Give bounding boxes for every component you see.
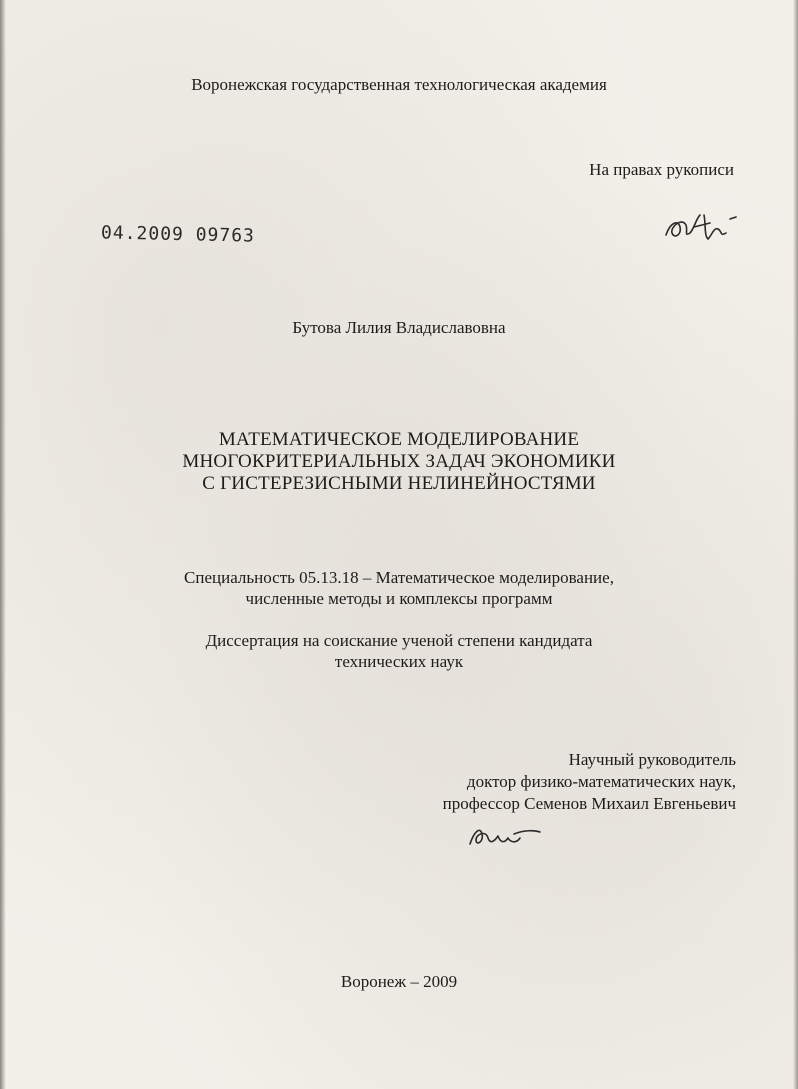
author-signature-icon (660, 205, 740, 247)
title-line: МАТЕМАТИЧЕСКОЕ МОДЕЛИРОВАНИЕ (218, 429, 580, 450)
registration-code: 04.2009 09763 (100, 222, 256, 247)
specialty-line-2: численные методы и комплексы программ (245, 589, 553, 608)
city-year: Воронеж – 2009 (340, 972, 458, 991)
dissertation-title (0, 429, 798, 495)
title-line: С ГИСТЕРЕЗИСНЫМИ НЕЛИНЕЙНОСТЯМИ (202, 473, 596, 494)
specialty-line-1: Специальность 05.13.18 – Математическое моделирование, (184, 568, 614, 587)
title-line: МНОГОКРИТЕРИАЛЬНЫХ ЗАДАЧ ЭКОНОМИКИ (182, 451, 616, 472)
supervisor-role: Научный руководитель (568, 750, 736, 769)
dissertation-line-2: технических наук (334, 652, 464, 671)
supervisor-degree: доктор физико-математических наук, (466, 772, 736, 791)
author-name: Бутова Лилия Владиславовна (292, 318, 506, 337)
institution-name: Воронежская государственная технологическая академия (191, 75, 607, 94)
supervisor-name: профессор Семенов Михаил Евгеньевич (442, 794, 736, 813)
scan-edge-right (793, 0, 798, 1089)
supervisor-signature-icon (464, 820, 544, 854)
scan-edge-left (0, 0, 6, 1089)
dissertation-line-1: Диссертация на соискание ученой степени кандидата (205, 631, 593, 650)
rights-note: На правах рукописи (589, 160, 734, 179)
